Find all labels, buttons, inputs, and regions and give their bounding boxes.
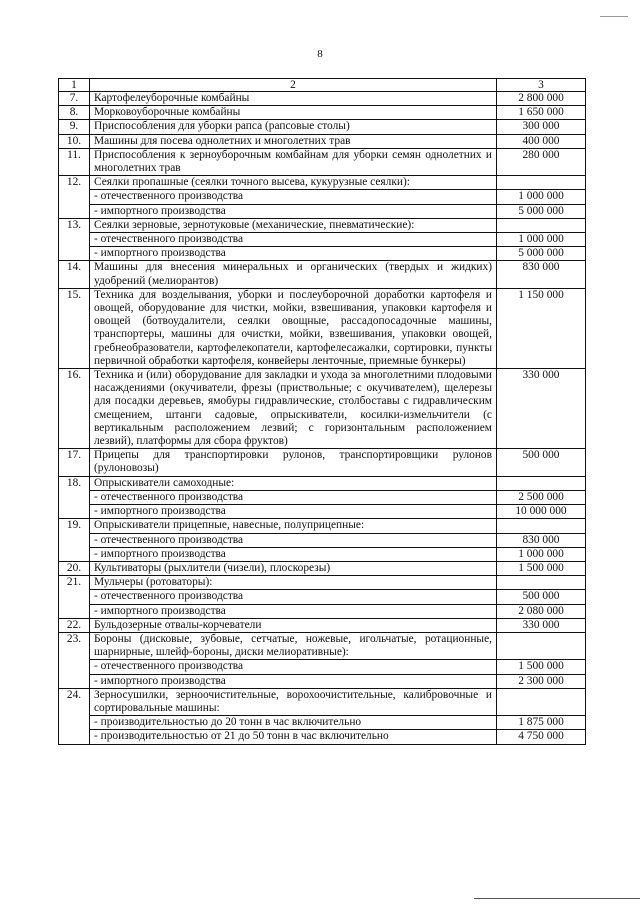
row-number: 20. [59, 561, 90, 575]
subitem-price: 4 750 000 [497, 730, 586, 744]
table-row [59, 148, 586, 175]
row-number: 16. [59, 369, 90, 449]
subitem-name: - отечественного производства [90, 490, 497, 504]
item-name: Бороны (дисковые, зубовые, сетчатые, ножевые, игольчатые, ротационные, шарнирные, шлейф-бороны, диски мелиоративные): [90, 632, 497, 659]
subitem-name: - отечественного производства [90, 660, 497, 674]
item-name: Морковоуборочные комбайны [90, 106, 497, 120]
table-row [59, 92, 586, 106]
subitem-name: - производительностью от 21 до 50 тонн в час включительно [90, 730, 497, 744]
table-subrow [59, 490, 586, 504]
subitem-name: - импортного производства [90, 674, 497, 688]
page-number: 8 [317, 48, 323, 60]
item-name: Приспособления к зерноуборочным комбайнам для уборки семян однолетних и многолетних трав [90, 148, 497, 175]
scan-mark-top [600, 16, 628, 17]
item-name: Бульдозерные отвалы-корчеватели [90, 618, 497, 632]
subitem-price: 500 000 [497, 590, 586, 604]
item-price: 300 000 [497, 120, 586, 134]
table-subrow [59, 247, 586, 261]
item-name: Машины для посева однолетних и многолетних трав [90, 134, 497, 148]
table-row [59, 576, 586, 590]
row-number: 24. [59, 688, 90, 744]
row-number: 21. [59, 576, 90, 619]
item-name: Картофелеуборочные комбайны [90, 92, 497, 106]
item-name: Прицепы для транспортировки рулонов, транспортировщики рулонов (рулоновозы) [90, 449, 497, 476]
subitem-name: - импортного производства [90, 547, 497, 561]
table-row [59, 369, 586, 449]
subitem-name: - отечественного производства [90, 533, 497, 547]
equipment-price-table [58, 78, 586, 745]
row-number: 18. [59, 476, 90, 519]
table-row [59, 134, 586, 148]
item-price: 1 500 000 [497, 561, 586, 575]
item-name: Опрыскиватели прицепные, навесные, полуприцепные: [90, 519, 497, 533]
row-number: 19. [59, 519, 90, 562]
table-row [59, 449, 586, 476]
subitem-price: 5 000 000 [497, 204, 586, 218]
table-subrow [59, 674, 586, 688]
table-subrow [59, 660, 586, 674]
item-price: 2 800 000 [497, 92, 586, 106]
subitem-price: 1 500 000 [497, 660, 586, 674]
item-name: Приспособления для уборки рапса (рапсовые столы) [90, 120, 497, 134]
item-price: 1 150 000 [497, 288, 586, 368]
subitem-name: - отечественного производства [90, 233, 497, 247]
row-number: 11. [59, 148, 90, 175]
table-subrow [59, 590, 586, 604]
table-subrow [59, 716, 586, 730]
item-price: 830 000 [497, 261, 586, 288]
table-subrow [59, 233, 586, 247]
row-number: 7. [59, 92, 90, 106]
table-row [59, 106, 586, 120]
table-subrow [59, 190, 586, 204]
item-price [497, 632, 586, 659]
table-row [59, 476, 586, 490]
subitem-name: - отечественного производства [90, 590, 497, 604]
table-row [59, 120, 586, 134]
subitem-price: 1 875 000 [497, 716, 586, 730]
row-number: 8. [59, 106, 90, 120]
table-subrow [59, 533, 586, 547]
row-number: 23. [59, 632, 90, 688]
item-price [497, 176, 586, 190]
table-row [59, 261, 586, 288]
table-row [59, 218, 586, 232]
item-price: 400 000 [497, 134, 586, 148]
item-price: 1 650 000 [497, 106, 586, 120]
item-price [497, 218, 586, 232]
column-header-1: 1 [59, 79, 90, 92]
table-subrow [59, 505, 586, 519]
subitem-name: - импортного производства [90, 505, 497, 519]
row-number: 13. [59, 218, 90, 261]
item-name: Техника и (или) оборудование для закладки и ухода за многолетними плодовыми насаждениями (окучиватели, фрезы (приствольные; с окучивателем), щелерезы для посадки деревьев, ямобуры гидравлические, столбоставы с гидравлическим смещением, штанги садовые, опрыскиватели, косилки-измельчители (с вертикальным расположением лезвий; с горизонтальным расположением лезвий), платформы для сбора фруктов) [90, 369, 497, 449]
item-name: Машины для внесения минеральных и органических (твердых и жидких) удобрений (мелиорантов) [90, 261, 497, 288]
item-name: Сеялки зерновые, зернотуковые (механические, пневматические): [90, 218, 497, 232]
table-row [59, 688, 586, 715]
table-row [59, 632, 586, 659]
subitem-name: - импортного производства [90, 604, 497, 618]
row-number: 12. [59, 176, 90, 219]
subitem-price: 1 000 000 [497, 233, 586, 247]
table-subrow [59, 204, 586, 218]
subitem-price: 10 000 000 [497, 505, 586, 519]
item-price [497, 476, 586, 490]
subitem-price: 1 000 000 [497, 547, 586, 561]
table-row [59, 519, 586, 533]
column-header-2: 2 [90, 79, 497, 92]
row-number: 17. [59, 449, 90, 476]
item-price: 500 000 [497, 449, 586, 476]
item-price: 330 000 [497, 369, 586, 449]
table-row [59, 618, 586, 632]
item-name: Зерносушилки, зерноочистительные, ворохоочистительные, калибровочные и сортировальные машины: [90, 688, 497, 715]
table-subrow [59, 604, 586, 618]
item-price: 280 000 [497, 148, 586, 175]
item-price [497, 519, 586, 533]
item-price [497, 576, 586, 590]
subitem-price: 2 300 000 [497, 674, 586, 688]
subitem-price: 5 000 000 [497, 247, 586, 261]
table-subrow [59, 730, 586, 744]
scan-mark-bottom [474, 898, 640, 899]
column-header-3: 3 [497, 79, 586, 92]
item-price [497, 688, 586, 715]
table-header-row [59, 79, 586, 92]
subitem-name: - производительностью до 20 тонн в час включительно [90, 716, 497, 730]
item-name: Опрыскиватели самоходные: [90, 476, 497, 490]
item-price: 330 000 [497, 618, 586, 632]
table-subrow [59, 547, 586, 561]
subitem-price: 2 080 000 [497, 604, 586, 618]
row-number: 22. [59, 618, 90, 632]
item-name: Техника для возделывания, уборки и послеуборочной доработки картофеля и овощей, оборудование для чистки, мойки, взвешивания, упаковки картофеля и овощей (ботвоудалители, сеялки овощные, рассадопосадочные машины, транспортеры, машины для очистки, мойки, взвешивания, упаковки овощей, гребнеобразователи, картофелекопатели, картофелесажалки, сортировки, пункты первичной обработки картофеля, конвейеры ленточные, приемные бункеры) [90, 288, 497, 368]
subitem-name: - импортного производства [90, 204, 497, 218]
item-name: Культиваторы (рыхлители (чизели), плоскорезы) [90, 561, 497, 575]
subitem-price: 830 000 [497, 533, 586, 547]
item-name: Мульчеры (ротоваторы): [90, 576, 497, 590]
item-name: Сеялки пропашные (сеялки точного высева, кукурузные сеялки): [90, 176, 497, 190]
row-number: 9. [59, 120, 90, 134]
table-row [59, 176, 586, 190]
table-row [59, 288, 586, 368]
row-number: 14. [59, 261, 90, 288]
row-number: 15. [59, 288, 90, 368]
table-body [59, 79, 586, 745]
subitem-price: 1 000 000 [497, 190, 586, 204]
row-number: 10. [59, 134, 90, 148]
subitem-price: 2 500 000 [497, 490, 586, 504]
subitem-name: - отечественного производства [90, 190, 497, 204]
table-row [59, 561, 586, 575]
subitem-name: - импортного производства [90, 247, 497, 261]
